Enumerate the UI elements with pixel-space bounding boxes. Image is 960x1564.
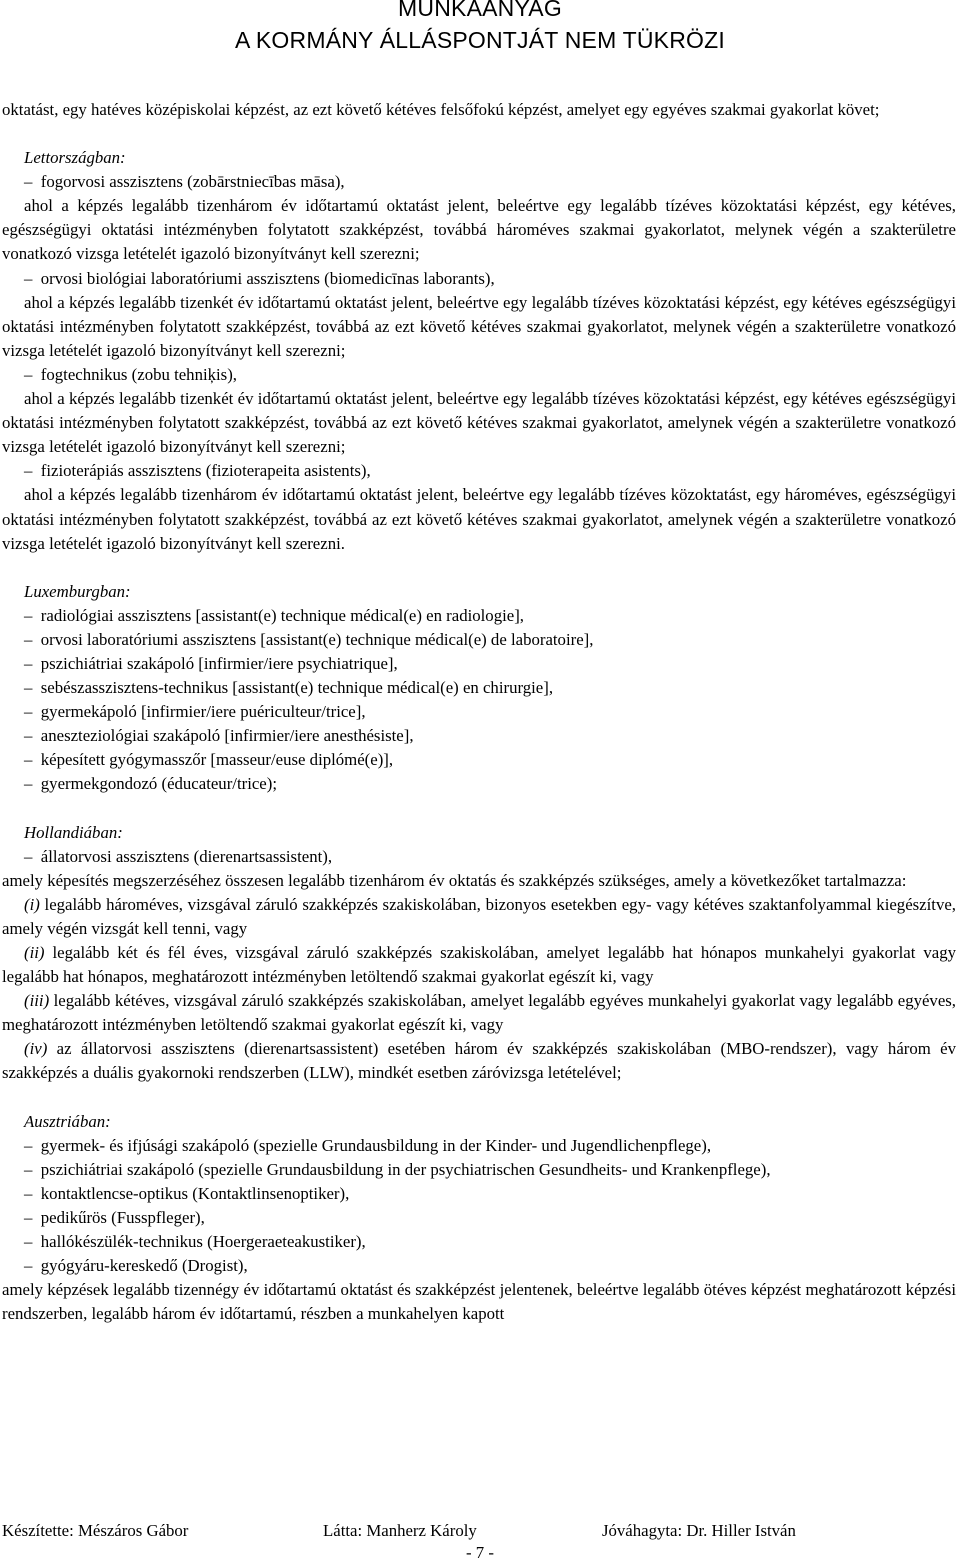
netherlands-lead-paragraph: amely képesítés megszerzéséhez összesen legalább tizenhárom év oktatás és szakképzés szükséges, amely a következőket tartalmazza: — [2, 870, 907, 890]
latvia-item-title: – orvosi biológiai laboratóriumi asszisztens (biomedicīnas laborants), — [2, 267, 956, 291]
sub-item-label: (iii) — [24, 991, 50, 1011]
luxembourg-list-item: – képesített gyógymasszőr [masseur/euse diplómé(e)], — [2, 748, 956, 772]
footer-checked-by: Látta: Manherz Károly — [323, 1521, 477, 1540]
country-heading-luxembourg: Luxemburgban: — [24, 581, 131, 601]
page-number: - 7 - — [466, 1543, 494, 1562]
latvia-item-text: ahol a képzés legalább tizenhárom év időtartamú oktatást jelent, beleértve egy legalább tízéves közoktatási képzést, egy kétéves, egészségügyi oktatási intézményben folytatott szakképzést, továbbá hároméves szakmai gyakorlatot, melynek végén a szakterületre vonatkozó vizsga letételét igazoló bizonyítványt kell szerezni; — [2, 196, 956, 264]
austria-list-item: – gyógyáru-kereskedő (Drogist), — [2, 1254, 956, 1278]
watermark-line-1: MUNKAANYAG — [398, 0, 562, 21]
luxembourg-list-item: – gyermekápoló [infirmier/iere puériculteur/trice], — [2, 700, 956, 724]
spacer — [2, 122, 956, 146]
sub-item-text: legalább két és fél éves, vizsgával záruló szakképzés szakiskolában, amelyet legalább hat hónapos munkahelyi gyakorlat vagy legalább hat hónapos, meghatározott intézményben letöltendő szakmai gyakorlat egészít ki, vagy — [2, 943, 956, 987]
country-heading-latvia: Lettországban: — [24, 148, 126, 168]
footer-prepared-by: Készítette: Mészáros Gábor — [2, 1521, 189, 1540]
spacer — [2, 556, 956, 580]
country-heading-austria: Ausztriában: — [24, 1111, 111, 1131]
luxembourg-list-item: – radiológiai asszisztens [assistant(e) technique médical(e) en radiologie], — [2, 604, 956, 628]
austria-list-item: – hallókészülék-technikus (Hoergeraeteakustiker), — [2, 1230, 956, 1254]
austria-list-item: – pedikűrös (Fusspfleger), — [2, 1206, 956, 1230]
page-footer — [0, 1520, 960, 1564]
luxembourg-list-item: – orvosi laboratóriumi asszisztens [assistant(e) technique médical(e) de laboratoire], — [2, 628, 956, 652]
latvia-item-title: – fogtechnikus (zobu tehniķis), — [2, 363, 956, 387]
netherlands-sub-item — [2, 941, 956, 989]
spacer — [2, 797, 956, 821]
netherlands-item-title: – állatorvosi asszisztens (dierenartsassistent), — [2, 845, 956, 869]
netherlands-sub-item — [2, 1037, 956, 1085]
sub-item-label: (ii) — [24, 943, 45, 962]
latvia-item-title: – fogorvosi asszisztens (zobārstniecības māsa), — [2, 170, 956, 194]
sub-item-label: (i) — [24, 894, 40, 914]
sub-item-label: (iv) — [24, 1039, 48, 1059]
sub-item-text: az állatorvosi asszisztens (dierenartsassistent) esetében három év szakképzés szakiskolában (MBO-rendszer), vagy három év szakképzés a duális gyakornoki rendszerben (LLW), mindkét esetben záróvizsga letételével; — [2, 1039, 956, 1083]
luxembourg-list-item: – gyermekgondozó (éducateur/trice); — [2, 772, 956, 796]
latvia-item-title: – fizioterápiás asszisztens (fizioterapeita asistents), — [2, 459, 956, 483]
luxembourg-list-item: – pszichiátriai szakápoló [infirmier/iere psychiatrique], — [2, 652, 956, 676]
netherlands-sub-item — [2, 893, 956, 941]
sub-item-text: legalább kétéves, vizsgával záruló szakképzés szakiskolában, amelyet legalább egyéves munkahelyi gyakorlat vagy legalább egyéves, meghatározott intézményben letöltendő szakmai gyakorlat egészít ki, vagy — [2, 991, 956, 1035]
watermark-line-2: A KORMÁNY ÁLLÁSPONTJÁT NEM TÜKRÖZI — [235, 27, 725, 53]
country-heading-netherlands: Hollandiában: — [24, 822, 123, 842]
luxembourg-list-item: – aneszteziológiai szakápoló [infirmier/iere anesthésiste], — [2, 724, 956, 748]
latvia-item-text: ahol a képzés legalább tizenhárom év időtartamú oktatást jelent, beleértve egy legalább tízéves közoktatást, egy hároméves, egészségügyi oktatási intézményben folytatott szakképzést, továbbá az ezt követő kétéves szakmai gyakorlatot, amelynek végén a szakterületre vonatkozó vizsga letételét igazoló bizonyítványt kell szerezni. — [2, 485, 956, 553]
austria-list-item: – gyermek- és ifjúsági szakápoló (spezielle Grundausbildung in der Kinder- und Jugendlichenpflege), — [2, 1134, 956, 1158]
austria-list-item: – pszichiátriai szakápoló (spezielle Grundausbildung in der psychiatrischen Gesundheits- und Krankenpflege), — [2, 1158, 956, 1182]
luxembourg-list-item: – sebészasszisztens-technikus [assistant(e) technique médical(e) en chirurgie], — [2, 676, 956, 700]
footer-approved-by: Jóváhagyta: Dr. Hiller István — [602, 1521, 796, 1540]
document-body — [2, 98, 956, 1326]
latvia-item-text: ahol a képzés legalább tizenkét év időtartamú oktatást jelent, beleértve egy legalább tízéves közoktatási képzést, egy kétéves egészségügyi oktatási intézményben folytatott szakképzést, továbbá az ezt követő kétéves szakmai gyakorlatot, melynek végén a szakterületre vonatkozó vizsga letételét igazoló bizonyítványt kell szerezni; — [2, 292, 956, 360]
austria-list-item: – kontaktlencse-optikus (Kontaktlinsenoptiker), — [2, 1182, 956, 1206]
intro-paragraph: oktatást, egy hatéves középiskolai képzést, az ezt követő kétéves felsőfokú képzést, amelyet egy egyéves szakmai gyakorlat követ; — [2, 100, 880, 119]
sub-item-text: legalább hároméves, vizsgával záruló szakképzés szakiskolában, bizonyos esetekben egy- vagy kétéves szaktanfolyammal kiegészítve, amely végén vizsgát kell tenni, vagy — [2, 894, 956, 938]
austria-closing-paragraph: amely képzések legalább tizennégy év időtartamú oktatást és szakképzést jelentenek, beleértve legalább ötéves képzést meghatározott képzési rendszerben, legalább három év időtartamú, részben a munkahelyen kapott — [2, 1280, 956, 1324]
spacer — [2, 1086, 956, 1110]
latvia-item-text: ahol a képzés legalább tizenkét év időtartamú oktatást jelent, beleértve egy legalább tízéves közoktatási képzést, egy kétéves egészségügyi oktatási intézményben folytatott szakképzést, továbbá az ezt követő kétéves szakmai gyakorlatot, amelynek végén a szakterületre vonatkozó vizsga letételét igazoló bizonyítványt kell szerezni; — [2, 389, 956, 457]
netherlands-sub-item — [2, 989, 956, 1037]
